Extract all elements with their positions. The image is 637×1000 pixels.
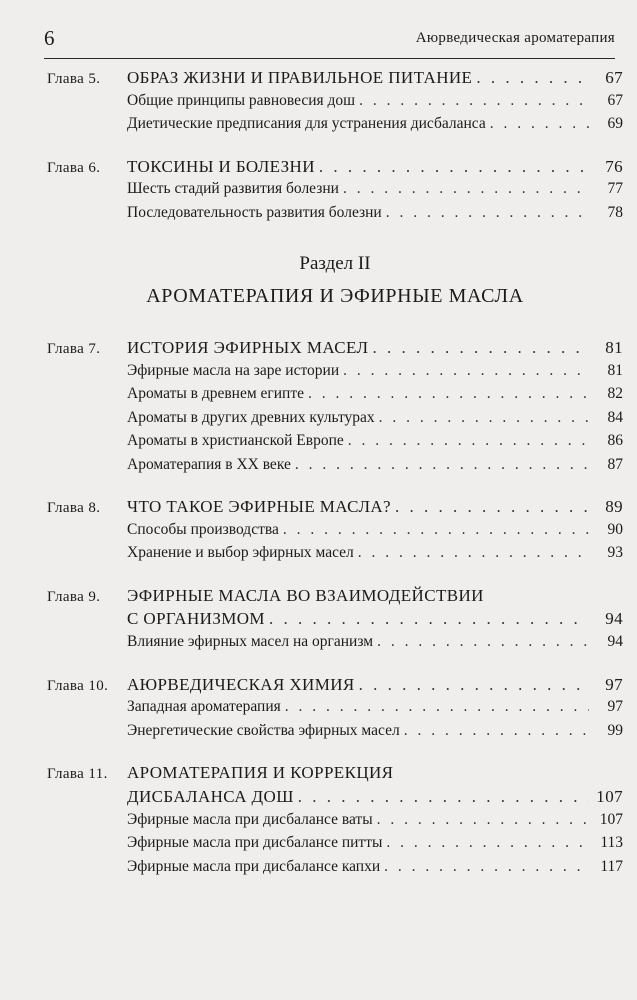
subsection-page: 84 xyxy=(607,408,623,426)
page-header xyxy=(44,26,615,56)
leader-dots xyxy=(295,456,589,474)
subsection-title: Ароматы в христианской Европе xyxy=(127,432,344,449)
leader-dots xyxy=(476,68,589,88)
leader-dots xyxy=(379,409,589,427)
subsection-row xyxy=(47,633,623,657)
leader-dots xyxy=(283,521,589,539)
chapter-label: Глава 10. xyxy=(47,677,109,694)
subsection-title: Эфирные масла при дисбалансе ваты xyxy=(127,810,373,828)
subsection-title: Эфирные масла на заре истории xyxy=(127,361,340,379)
chapter-row xyxy=(47,68,623,92)
subsection-row xyxy=(47,544,623,568)
subsection-row xyxy=(47,456,623,480)
subsection-page: 78 xyxy=(607,203,623,221)
leader-dots xyxy=(269,609,589,629)
subsection-page: 97 xyxy=(607,698,623,715)
toc-group-after xyxy=(47,338,623,881)
header-rule xyxy=(44,58,615,59)
leader-dots xyxy=(343,362,589,380)
running-title: Аюрведическая ароматерапия xyxy=(415,30,615,46)
chapter-title-continued: С ОРГАНИЗМОМ xyxy=(127,609,265,628)
subsection-row xyxy=(47,362,623,386)
leader-dots xyxy=(298,787,589,807)
subsection-title: Диетические предписания для устранения дисбаланса xyxy=(127,115,486,132)
subsection-title: Эфирные масла при дисбалансе питты xyxy=(127,834,383,851)
chapter-label: Глава 5. xyxy=(47,71,101,87)
subsection-title: Последовательность развития болезни xyxy=(127,203,382,221)
chapter-title: АЮРВЕДИЧЕСКАЯ ХИМИЯ xyxy=(127,674,355,694)
chapter-label: Глава 8. xyxy=(47,500,101,516)
leader-dots xyxy=(386,204,589,222)
chapter-row-continued xyxy=(47,609,623,633)
subsection-title: Ароматерапия в XX веке xyxy=(127,455,291,473)
toc-chapter xyxy=(47,763,623,881)
subsection-title: Хранение и выбор эфирных масел xyxy=(127,544,354,561)
subsection-page: 69 xyxy=(607,115,623,132)
subsection-row xyxy=(47,834,623,858)
leader-dots xyxy=(308,385,589,403)
chapter-row xyxy=(47,338,623,362)
chapter-page: 107 xyxy=(596,786,623,806)
subsection-title: Ароматы в древнем египте xyxy=(127,385,305,402)
toc-group-before xyxy=(47,68,623,227)
chapter-title: ТОКСИНЫ И БОЛЕЗНИ xyxy=(127,156,315,176)
toc-chapter xyxy=(47,338,623,479)
subsection-title: Влияние эфирных масел на организм xyxy=(127,633,374,650)
subsection-page: 117 xyxy=(600,857,623,875)
leader-dots xyxy=(359,92,589,110)
leader-dots xyxy=(348,432,589,450)
section-label: Раздел II xyxy=(299,253,371,274)
subsection-row xyxy=(47,722,623,746)
chapter-label: Глава 11. xyxy=(47,766,108,782)
chapter-page: 76 xyxy=(605,156,623,176)
subsection-page: 93 xyxy=(607,544,623,561)
chapter-row xyxy=(47,497,623,521)
chapter-title: ЧТО ТАКОЕ ЭФИРНЫЕ МАСЛА? xyxy=(127,497,391,516)
chapter-page: 67 xyxy=(605,68,623,87)
subsection-page: 77 xyxy=(607,180,623,197)
subsection-row xyxy=(47,698,623,722)
subsection-page: 107 xyxy=(599,810,623,828)
chapter-page: 97 xyxy=(605,674,623,694)
chapter-row xyxy=(47,586,623,610)
page-number: 6 xyxy=(44,26,55,50)
toc-chapter xyxy=(47,497,623,568)
toc-chapter xyxy=(47,157,623,228)
leader-dots xyxy=(395,497,589,517)
subsection-row xyxy=(47,92,623,116)
leader-dots xyxy=(404,722,589,740)
chapter-title: ИСТОРИЯ ЭФИРНЫХ МАСЕЛ xyxy=(127,338,369,357)
section-title: АРОМАТЕРАПИЯ И ЭФИРНЫЕ МАСЛА xyxy=(146,285,524,307)
subsection-page: 82 xyxy=(607,385,623,402)
subsection-title: Ароматы в других древних культурах xyxy=(127,408,375,426)
subsection-row xyxy=(47,432,623,456)
chapter-title: ОБРАЗ ЖИЗНИ И ПРАВИЛЬНОЕ ПИТАНИЕ xyxy=(127,68,473,87)
subsection-title: Общие принципы равновесия дош xyxy=(127,91,356,109)
subsection-row xyxy=(47,180,623,204)
subsection-title: Энергетические свойства эфирных масел xyxy=(127,721,400,739)
leader-dots xyxy=(377,633,589,651)
leader-dots xyxy=(319,157,589,177)
leader-dots xyxy=(386,834,589,852)
subsection-row xyxy=(47,115,623,139)
subsection-row xyxy=(47,385,623,409)
leader-dots xyxy=(343,180,589,198)
leader-dots xyxy=(285,698,589,716)
leader-dots xyxy=(377,811,589,829)
leader-dots xyxy=(372,338,589,358)
chapter-row xyxy=(47,763,623,787)
chapter-row-continued xyxy=(47,787,623,811)
chapter-title: АРОМАТЕРАПИЯ И КОРРЕКЦИЯ xyxy=(127,763,394,782)
subsection-row xyxy=(47,811,623,835)
chapter-row xyxy=(47,675,623,699)
subsection-page: 113 xyxy=(600,834,623,851)
subsection-title: Эфирные масла при дисбалансе капхи xyxy=(127,857,381,875)
toc-chapter xyxy=(47,675,623,746)
chapter-row xyxy=(47,157,623,181)
chapter-title-continued: ДИСБАЛАНСА ДОШ xyxy=(127,786,294,806)
subsection-title: Западная ароматерапия xyxy=(127,698,281,715)
toc-chapter xyxy=(47,586,623,657)
chapter-page: 89 xyxy=(605,497,623,516)
subsection-row xyxy=(47,409,623,433)
subsection-page: 87 xyxy=(607,455,623,473)
subsection-page: 86 xyxy=(607,432,623,449)
subsection-title: Шесть стадий развития болезни xyxy=(127,180,339,197)
chapter-page: 81 xyxy=(605,338,623,357)
leader-dots xyxy=(359,675,589,695)
leader-dots xyxy=(490,115,589,133)
subsection-page: 94 xyxy=(607,633,623,650)
chapter-label: Глава 7. xyxy=(47,341,101,357)
subsection-page: 67 xyxy=(607,91,623,109)
leader-dots xyxy=(384,858,589,876)
subsection-row xyxy=(47,204,623,228)
subsection-row xyxy=(47,521,623,545)
chapter-title: ЭФИРНЫЕ МАСЛА ВО ВЗАИМОДЕЙСТВИИ xyxy=(127,585,484,605)
subsection-page: 81 xyxy=(607,361,623,379)
table-of-contents xyxy=(47,68,623,899)
chapter-label: Глава 9. xyxy=(47,588,101,605)
toc-chapter xyxy=(47,68,623,139)
section-heading xyxy=(47,253,623,308)
subsection-page: 90 xyxy=(607,520,623,538)
subsection-row xyxy=(47,858,623,882)
subsection-title: Способы производства xyxy=(127,520,279,538)
chapter-page: 94 xyxy=(605,609,623,628)
chapter-label: Глава 6. xyxy=(47,159,101,176)
leader-dots xyxy=(358,544,589,562)
subsection-page: 99 xyxy=(607,721,623,739)
